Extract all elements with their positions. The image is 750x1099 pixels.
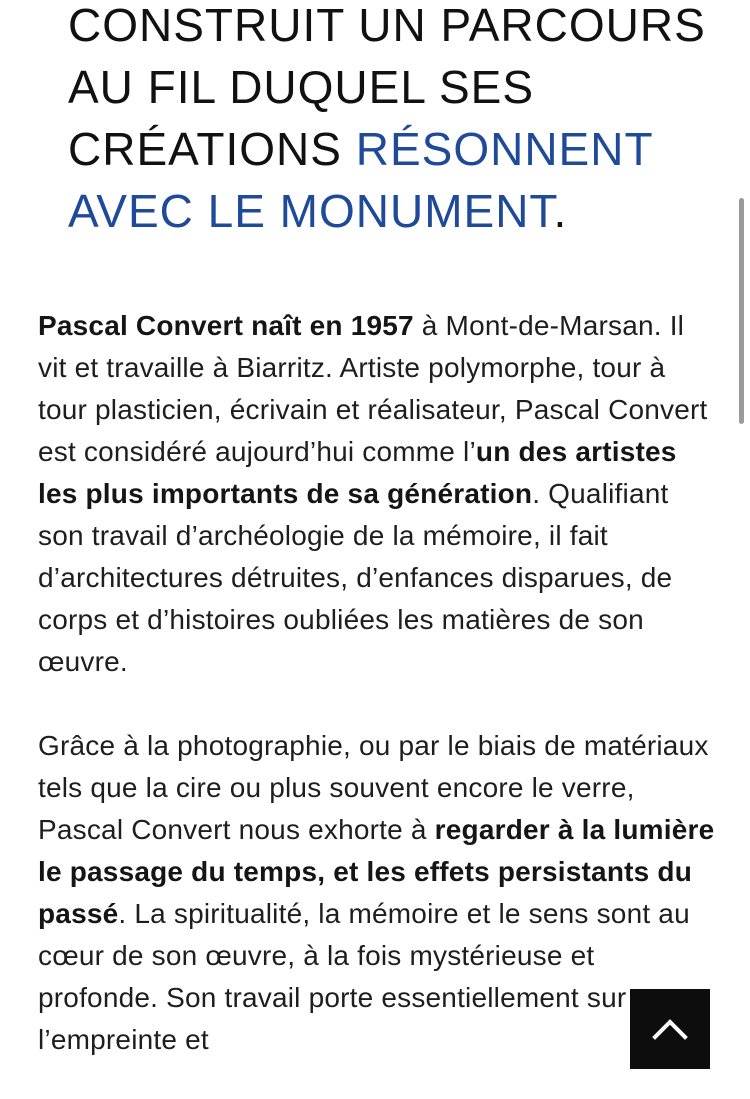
headline-line-2: AU FIL DUQUEL SES <box>68 61 535 113</box>
bold-text: Pascal Convert naît en 1957 <box>38 310 414 341</box>
paragraph-biography <box>38 305 718 683</box>
paragraph-text: Grâce à la photographie, ou par le biais de matériaux tels que la cire ou plus souvent encore le verre, Pascal Convert nous exhorte à <box>38 730 709 845</box>
headline-accent-1: RÉSONNENT <box>355 123 654 175</box>
paragraph-practice <box>38 725 718 1061</box>
paragraph-text: . La spiritualité, la mémoire et le sens sont au cœur de son œuvre, à la fois mystérieuse et profonde. Son travail porte essentiellement sur l’empreinte et <box>38 898 690 1055</box>
bold-text: un des artistes les plus importants de sa génération <box>38 436 677 509</box>
paragraph-text: à Mont-de-Marsan. Il vit et travaille à Biarritz. Artiste polymorphe, tour à tour plasticien, écrivain et réalisateur, Pascal Convert est considéré aujourd’hui comme l’ <box>38 310 708 467</box>
scrollbar-thumb[interactable] <box>739 198 744 424</box>
section-headline <box>68 0 708 242</box>
paragraph-text: . Qualifiant son travail d’archéologie de la mémoire, il fait d’architectures détruites, d’enfances disparues, de corps et d’histoires oubliées les matières de son œuvre. <box>38 478 673 677</box>
article-body <box>38 305 718 1099</box>
back-to-top-button[interactable] <box>630 989 710 1069</box>
chevron-up-icon <box>652 1018 688 1040</box>
headline-period: . <box>553 185 568 237</box>
headline-line-1: CONSTRUIT UN PARCOURS <box>68 0 706 51</box>
headline-accent-2: AVEC LE MONUMENT <box>68 185 554 237</box>
headline-line-3: CRÉATIONS <box>68 123 356 175</box>
bold-text: regarder à la lumière le passage du temps, et les effets persistants du passé <box>38 814 715 929</box>
